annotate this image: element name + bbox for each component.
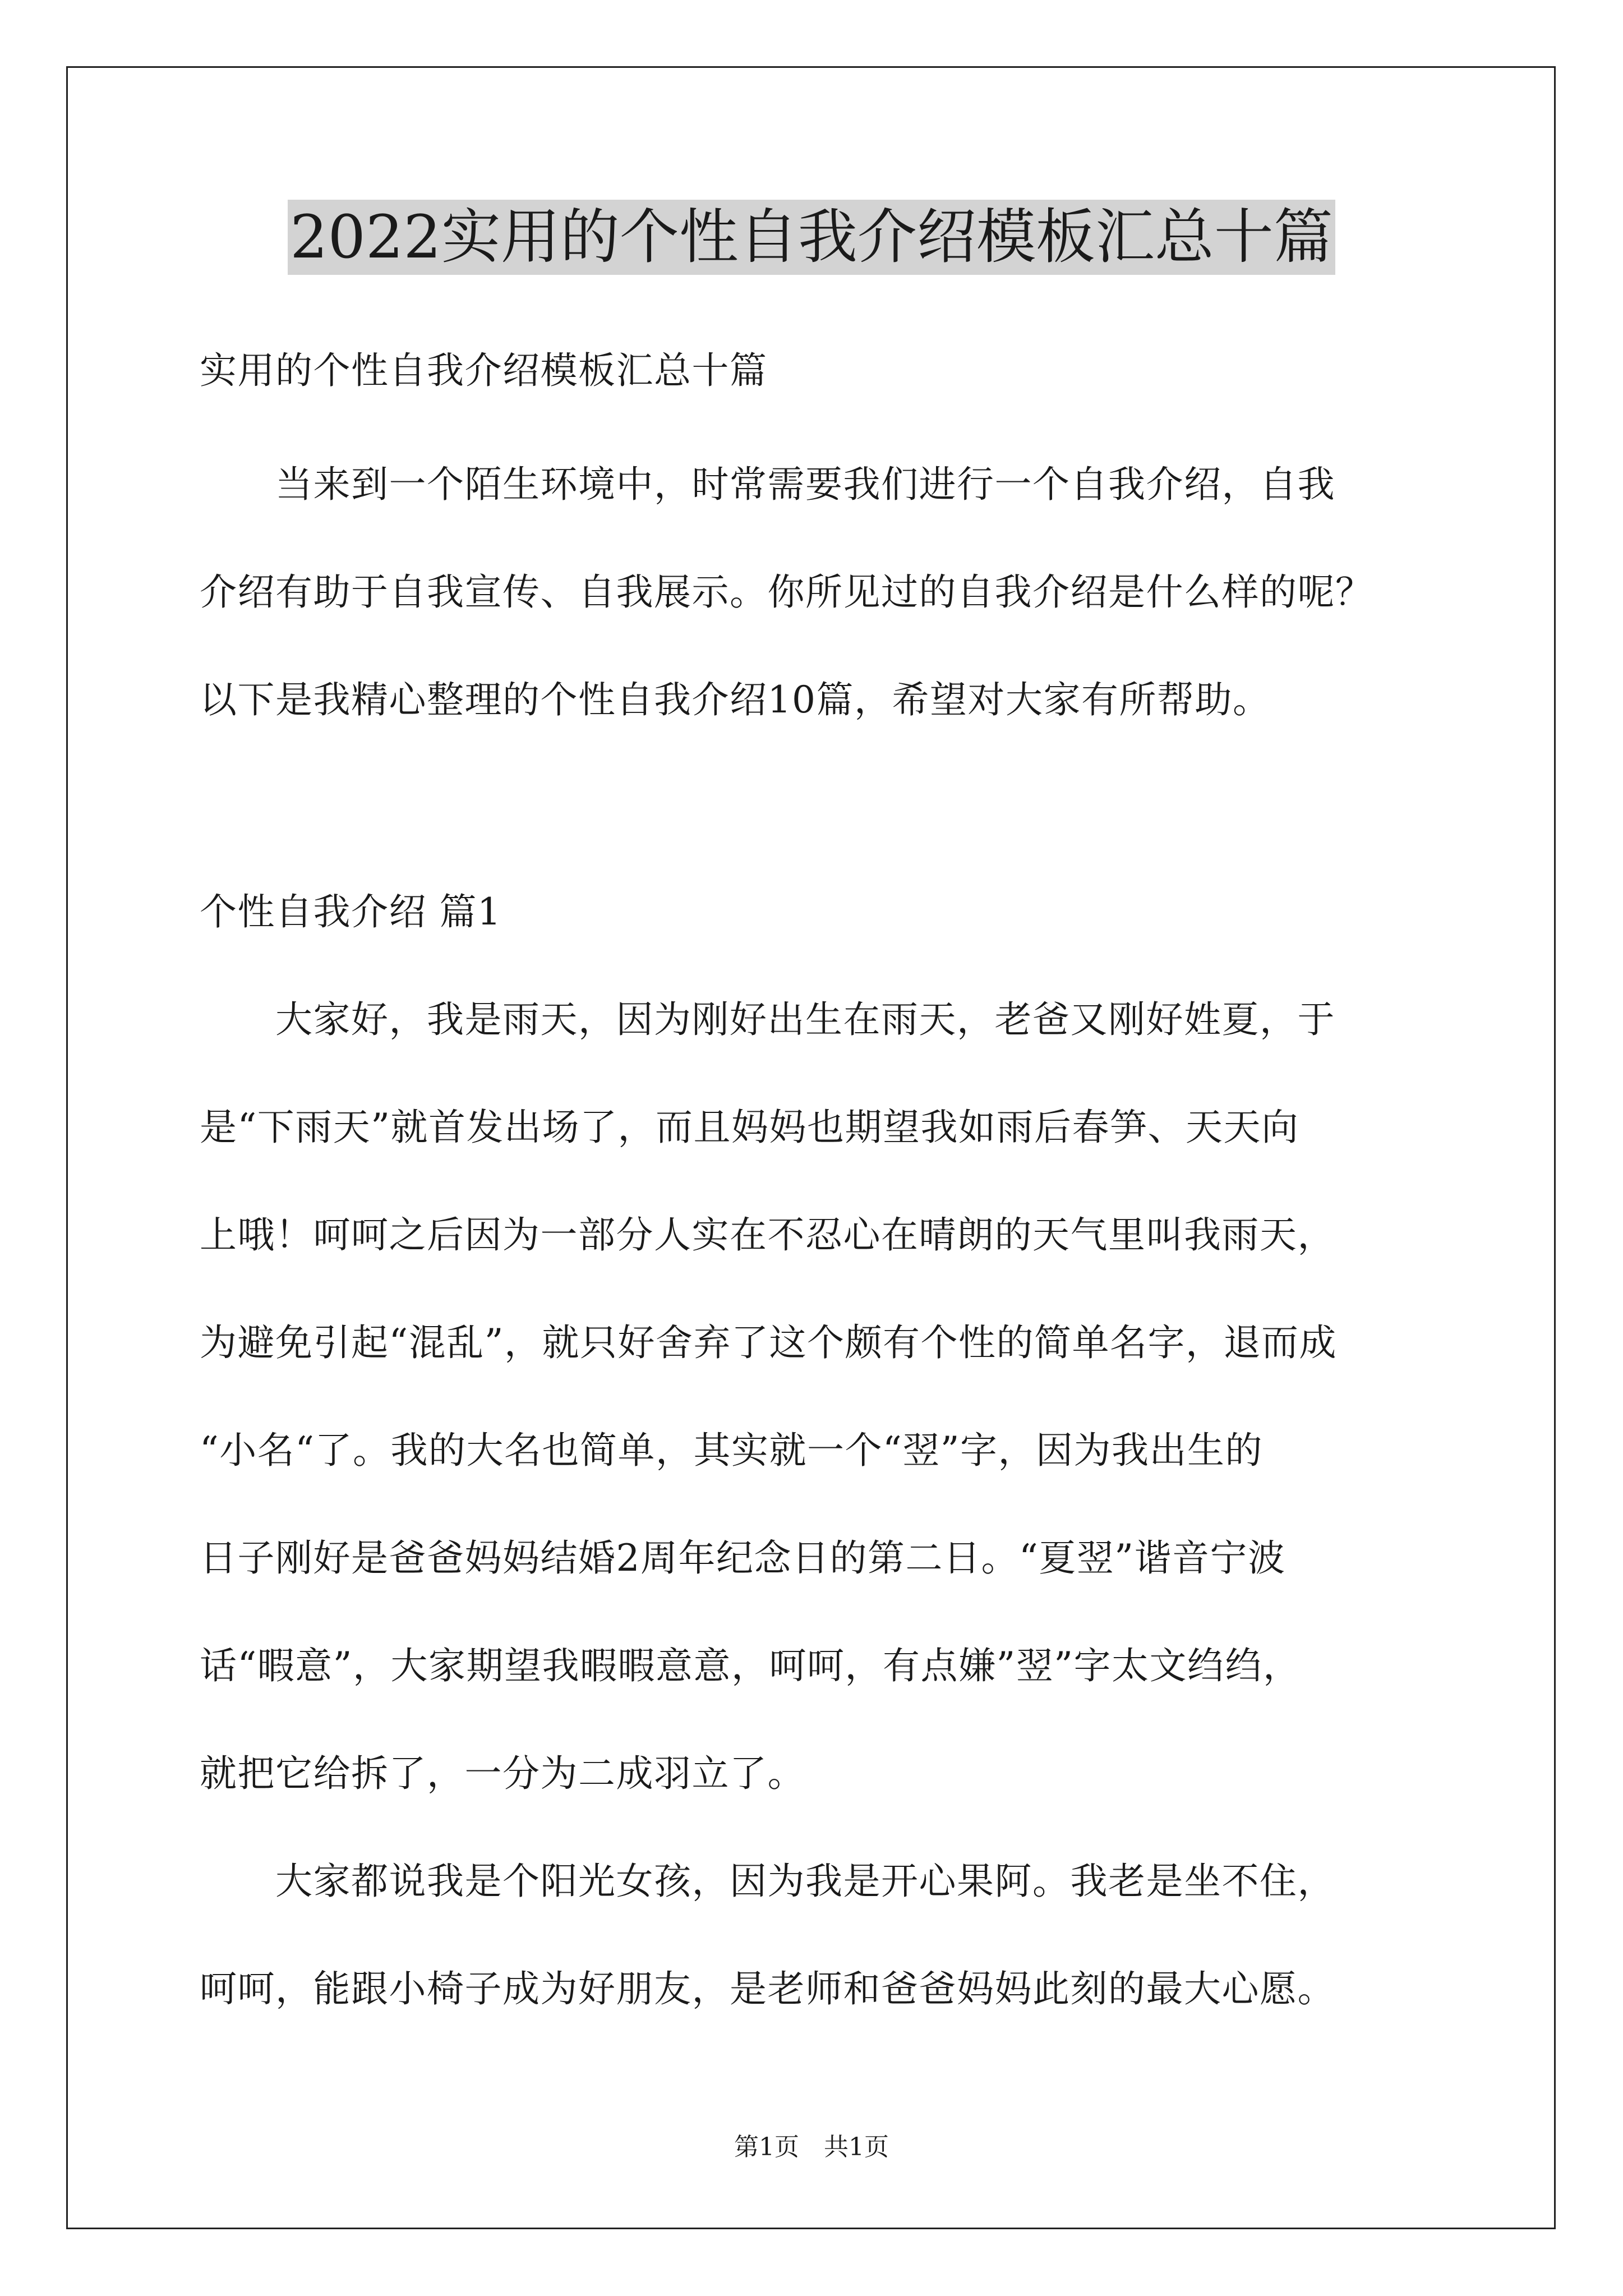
body-line-2: 是“下雨天”就首发出场了，而且妈妈也期望我如雨后春笋、天天向 [200, 1106, 1299, 1149]
document-title: 2022实用的个性自我介绍模板汇总十篇 [288, 200, 1335, 275]
page-footer: 第1页 共1页 [734, 2133, 889, 2161]
intro-line-1: 当来到一个陌生环境中，时常需要我们进行一个自我介绍，自我 [200, 463, 1335, 506]
body-line-1: 大家好，我是雨天，因为刚好出生在雨天，老爸又刚好姓夏，于 [200, 998, 1335, 1041]
body-line-7: 话“暇意”，大家期望我暇暇意意，呵呵，有点嫌”翌”字太文绉绉， [200, 1644, 1301, 1687]
body-line-4: 为避免引起“混乱”，就只好舍弃了这个颇有个性的简单名字，退而成 [200, 1321, 1337, 1364]
title-container [0, 200, 1623, 275]
body-line-9: 大家都说我是个阳光女孩，因为我是开心果阿。我老是坐不住， [200, 1860, 1335, 1903]
body-line-8: 就把它给拆了，一分为二成羽立了。 [200, 1752, 805, 1795]
section-heading: 个性自我介绍 篇1 [200, 890, 502, 933]
body-line-10: 呵呵，能跟小椅子成为好朋友，是老师和爸爸妈妈此刻的最大心愿。 [200, 1967, 1335, 2010]
body-line-6: 日子刚好是爸爸妈妈结婚2周年纪念日的第二日。“夏翌”谐音宁波 [200, 1536, 1286, 1580]
body-line-3: 上哦！呵呵之后因为一部分人实在不忍心在晴朗的天气里叫我雨天， [200, 1213, 1335, 1257]
body-line-5: “小名“了。我的大名也简单，其实就一个“翌”字，因为我出生的 [200, 1429, 1263, 1472]
intro-line-3: 以下是我精心整理的个性自我介绍10篇，希望对大家有所帮助。 [200, 678, 1271, 721]
document-subtitle: 实用的个性自我介绍模板汇总十篇 [200, 349, 768, 392]
intro-line-2: 介绍有助于自我宣传、自我展示。你所见过的自我介绍是什么样的呢？ [200, 570, 1373, 614]
